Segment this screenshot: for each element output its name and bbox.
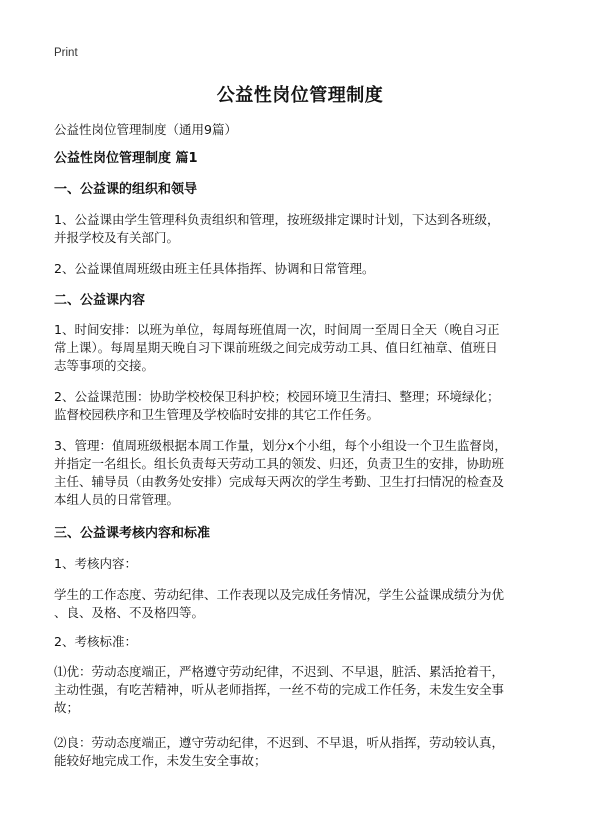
- paragraph: ⑵良：劳动态度端正，遵守劳动纪律，不迟到、不早退，听从指挥，劳动较认真， 能较好地完成工作，未发生安全事故；: [54, 735, 505, 768]
- paragraph: 1、公益课由学生管理科负责组织和管理，按班级排定课时计划，下达到各班级， 并报学校及有关部门。: [54, 212, 500, 245]
- section-heading-3: 三、公益课考核内容和标准: [54, 526, 211, 541]
- paragraph: 1、考核内容：: [54, 556, 137, 571]
- print-label[interactable]: Print: [54, 47, 78, 59]
- section-heading-2: 二、公益课内容: [54, 293, 146, 308]
- paragraph: 2、考核标准：: [54, 634, 137, 649]
- section-heading-1: 一、公益课的组织和领导: [54, 182, 198, 197]
- paragraph: 1、时间安排：以班为单位，每周每班值周一次，时间周一至周日全天（晚自习正 常上课）。每周星期天晚自习下课前班级之间完成劳动工具、值日红袖章、值班日 志等事项的交接。: [54, 322, 500, 373]
- chapter-heading: 公益性岗位管理制度 篇1: [54, 151, 198, 166]
- paragraph: ⑴优：劳动态度端正，严格遵守劳动纪律，不迟到、不早退，脏活、累活抢着干， 主动性强，有吃苦精神，听从老师指挥，一丝不苟的完成工作任务，未发生安全事 故；: [54, 664, 505, 715]
- paragraph: 3、管理：值周班级根据本周工作量，划分x个小组，每个小组设一个卫生监督岗， 并指定一名组长。组长负责每天劳动工具的领发、归还，负责卫生的安排，协助班 主任、辅导员（由教务处安排）完成每天两次的学生考勤、卫生打扫情况的检查及 本组人员的日常管理。: [54, 438, 507, 507]
- document-subtitle: 公益性岗位管理制度（通用9篇）: [54, 122, 237, 137]
- paragraph: 学生的工作态度、劳动纪律、工作表现以及完成任务情况，学生公益课成绩分为优 、良、及格、不及格四等。: [54, 587, 505, 620]
- paragraph: 2、公益课范围：协助学校校保卫科护校；校园环境卫生清扫、整理；环境绿化； 监督校园秩序和卫生管理及学校临时安排的其它工作任务。: [54, 389, 500, 422]
- document-title: 公益性岗位管理制度: [216, 85, 384, 106]
- paragraph: 2、公益课值周班级由班主任具体指挥、协调和日常管理。: [54, 261, 375, 276]
